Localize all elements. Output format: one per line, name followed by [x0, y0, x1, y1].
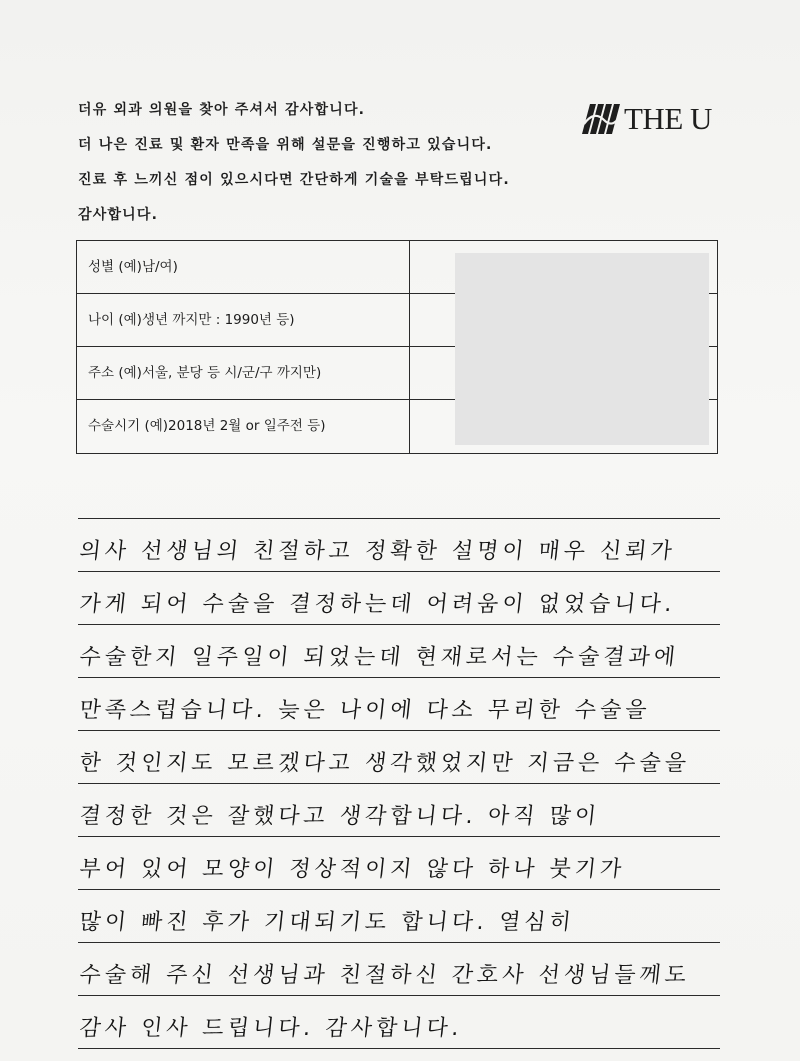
clinic-logo — [582, 102, 712, 136]
ruled-line — [78, 519, 720, 572]
intro-text — [78, 100, 510, 240]
ruled-line — [78, 784, 720, 837]
logo-text: THE U — [624, 101, 712, 136]
handwritten-line: 감사 인사 드립니다. 감사합니다. — [78, 1016, 464, 1041]
handwritten-line: 많이 빠진 후가 기대되기도 합니다. 열심히 — [78, 910, 576, 935]
handwritten-line: 수술해 주신 선생님과 친절하신 간호사 선생님들께도 — [78, 963, 692, 988]
handwritten-line: 가게 되어 수술을 결정하는데 어려움이 없었습니다. — [78, 592, 677, 617]
ruled-line — [78, 466, 720, 519]
intro-line: 감사합니다. — [78, 207, 159, 223]
ruled-line — [78, 890, 720, 943]
intro-line: 더 나은 진료 및 환자 만족을 위해 설문을 진행하고 있습니다. — [78, 137, 493, 153]
redacted-answers — [455, 253, 709, 445]
handwritten-line: 수술한지 일주일이 되었는데 현재로서는 수술결과에 — [78, 645, 681, 670]
handwritten-line: 만족스럽습니다. 늦은 나이에 다소 무리한 수술을 — [78, 698, 652, 723]
ruled-line — [78, 996, 720, 1049]
handwritten-line: 한 것인지도 모르겠다고 생각했었지만 지금은 수술을 — [78, 751, 692, 776]
logo-mark-icon — [582, 104, 622, 134]
ruled-line — [78, 572, 720, 625]
form-label-address: 주소 (예)서울, 분당 등 시/군/구 까지만) — [77, 347, 410, 399]
intro-line: 더유 외과 의원을 찾아 주셔서 감사합니다. — [78, 102, 366, 118]
ruled-line — [78, 625, 720, 678]
intro-line: 진료 후 느끼신 점이 있으시다면 간단하게 기술을 부탁드립니다. — [78, 172, 510, 188]
ruled-line — [78, 837, 720, 890]
form-label-gender: 성별 (예)남/여) — [77, 241, 410, 293]
handwritten-line: 의사 선생님의 친절하고 정확한 설명이 매우 신뢰가 — [78, 539, 677, 564]
handwritten-line: 부어 있어 모양이 정상적이지 않다 하나 붓기가 — [78, 857, 627, 882]
ruled-line — [78, 943, 720, 996]
ruled-line — [78, 731, 720, 784]
handwritten-line: 결정한 것은 잘했다고 생각합니다. 아직 많이 — [78, 804, 602, 829]
form-label-surgery-date: 수술시기 (예)2018년 2월 or 일주전 등) — [77, 400, 410, 453]
ruled-line — [78, 678, 720, 731]
form-label-age: 나이 (예)생년 까지만 : 1990년 등) — [77, 294, 410, 346]
